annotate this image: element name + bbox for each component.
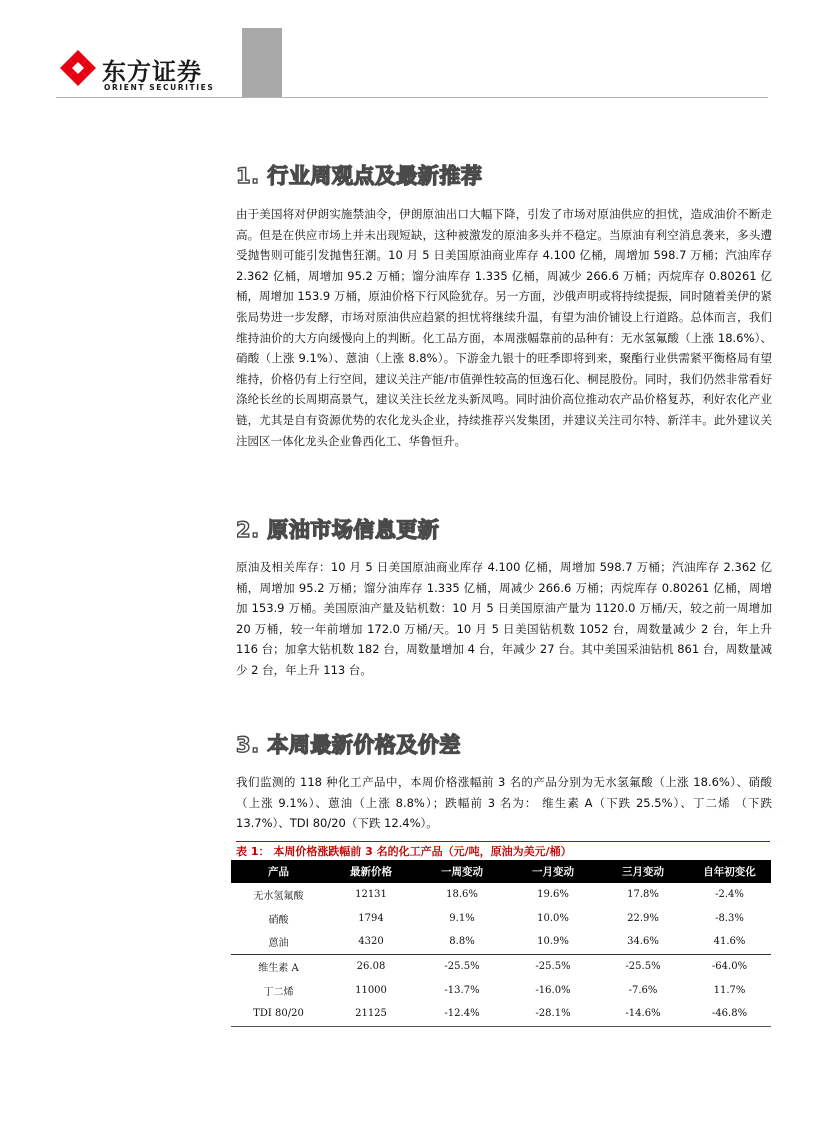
- table-cell: -16.0%: [535, 984, 571, 996]
- logo-chinese-text: 东方证券: [102, 58, 202, 86]
- table-cell: 26.08: [326, 954, 416, 978]
- header-cell: 自年初变化: [688, 860, 771, 883]
- table-cell: -7.6%: [628, 984, 658, 996]
- table-cell: 10.9%: [537, 936, 569, 948]
- table-cell: 12131: [355, 889, 387, 901]
- table-cell: 蒽油: [268, 938, 289, 950]
- table-cell: -28.1%: [508, 1002, 598, 1026]
- table-row: [231, 907, 771, 931]
- table-cell: 11.7%: [713, 984, 746, 996]
- table-cell: 9.1%: [449, 912, 475, 924]
- company-logo: [57, 48, 232, 96]
- table-cell: 18.6%: [446, 889, 478, 901]
- table-cell: TDI 80/20: [231, 1002, 326, 1026]
- section-1-title: 1. 行业周观点及最新推荐: [236, 164, 483, 188]
- section-3-title: 3. 本周最新价格及价差: [236, 733, 461, 757]
- table-cell: -25.5%: [598, 954, 688, 978]
- table-row: [231, 930, 771, 954]
- table-cell: 1794: [358, 912, 384, 924]
- table-cell: -2.4%: [715, 889, 744, 901]
- logo-english-text: ORIENT SECURITIES: [104, 83, 215, 92]
- header-cell: 一周变动: [416, 860, 508, 883]
- table-cell: 21125: [326, 1002, 416, 1026]
- table-cell: 丁二烯: [263, 986, 294, 998]
- table-row: [231, 1002, 771, 1026]
- table-cell: -8.3%: [715, 912, 744, 924]
- table-cell: 硝酸: [268, 914, 289, 926]
- table-cell: 维生素 A: [231, 954, 326, 978]
- table-cell: -25.5%: [508, 954, 598, 978]
- section-3-body: 我们监测的 118 种化工产品中，本周价格涨幅前 3 名的产品分别为无水氢氟酸（上涨 18.6%）、硝酸（上涨 9.1%）、蒽油（上涨 8.8%）；跌幅前 3 名为： 维生素 A（下跌 25.5%）、丁二烯 （下跌 13.7%）、TDI 80/20（下跌 12.4%）。: [236, 775, 772, 831]
- table-cell: 11000: [355, 984, 387, 996]
- table-cell: -25.5%: [416, 954, 508, 978]
- table-cell: 34.6%: [627, 936, 659, 948]
- table-cell: 41.6%: [713, 936, 746, 948]
- table-header-row: [231, 860, 771, 883]
- section-1-body: 由于美国将对伊朗实施禁油令，伊朗原油出口大幅下降，引发了市场对原油供应的担忧，造成油价不断走高。但是在供应市场上并未出现短缺，这种被激发的原油多头并不稳定。当原油有利空消息袭来，多头遭受抛售则可能引发抛售狂潮。10 月 5 日美国原油商业库存 4.100 亿桶，周增加 598.7 万桶；汽油库存 2.362 亿桶，周增加 95.2 万桶；馏分油库存 1.335 亿桶，周减少 266.6 万桶；丙烷库存 0.80261 亿桶，周增加 153.9 万桶，原油价格下行风险犹存。另一方面，沙俄声明或将持续提振，同时随着美伊的紧张局势进一步发酵，市场对原油供应趋紧的担忧将继续升温，有望为油价铺设上行道路。总体而言，我们维持油价的大方向缓慢向上的判断。化工品方面，本周涨幅靠前的品种有：无水氢氟酸（上涨 18.6%）、硝酸（上涨 9.1%）、蒽油（上涨 8.8%）。下游金九银十的旺季即将到来，聚酯行业供需紧平衡格局有望维持，价格仍有上行空间，建议关注产能/市值弹性较高的恒逸石化、桐昆股份。同时，我们仍然非常看好涤纶长丝的长周期高景气，建议关注长丝龙头新凤鸣。同时油价高位推动农产品价格复苏，利好农化产业链，尤其是自有资源优势的农化龙头企业，持续推荐兴发集团，并建议关注司尔特、新洋丰。此外建议关注园区一体化龙头企业鲁西化工、华鲁恒升。: [236, 207, 772, 448]
- header-cell: 产品: [231, 860, 326, 883]
- header-cell: 最新价格: [326, 860, 416, 883]
- table-cell: -12.4%: [416, 1002, 508, 1026]
- table-cell: -13.7%: [444, 984, 480, 996]
- table-cell: 8.8%: [449, 936, 475, 948]
- price-change-table: [231, 860, 771, 1027]
- table-cell: -64.0%: [688, 954, 771, 978]
- header-cell: 三月变动: [598, 860, 688, 883]
- section-2-title: 2. 原油市场信息更新: [236, 518, 440, 542]
- table-cell: 19.6%: [537, 889, 569, 901]
- header-grey-tab: [242, 28, 282, 97]
- table-row: [231, 954, 771, 978]
- header-cell: 一月变动: [508, 860, 598, 883]
- header-divider: [56, 97, 768, 98]
- table-cell: 22.9%: [627, 912, 659, 924]
- table-cell: -14.6%: [598, 1002, 688, 1026]
- table-caption: 表 1： 本周价格涨跌幅前 3 名的化工产品（元/吨，原油为美元/桶）: [236, 841, 770, 861]
- table-cell: 4320: [358, 936, 384, 948]
- table-row: [231, 883, 771, 907]
- logo-mark-icon: [57, 48, 99, 90]
- table-cell: 10.0%: [537, 912, 569, 924]
- section-2-body: 原油及相关库存：10 月 5 日美国原油商业库存 4.100 亿桶，周增加 598.7 万桶；汽油库存 2.362 亿桶，周增加 95.2 万桶；馏分油库存 1.335 亿桶，周减少 266.6 万桶；丙烷库存 0.80261 亿桶，周增加 153.9 万桶。美国原油产量及钻机数：10 月 5 日美国原油产量为 1120.0 万桶/天，较之前一周增加 20 万桶，较一年前增加 172.0 万桶/天。10 月 5 日美国钻机数 1052 台，周数量减少 2 台，年上升 116 台；加拿大钻机数 182 台，周数量增加 4 台，年减少 27 台。其中美国采油钻机 861 台，周数量减少 2 台，年上升 113 台。: [236, 560, 772, 677]
- table-cell: 17.8%: [627, 889, 659, 901]
- table-cell: 无水氢氟酸: [253, 891, 304, 903]
- table-cell: -46.8%: [688, 1002, 771, 1026]
- table-row: [231, 978, 771, 1002]
